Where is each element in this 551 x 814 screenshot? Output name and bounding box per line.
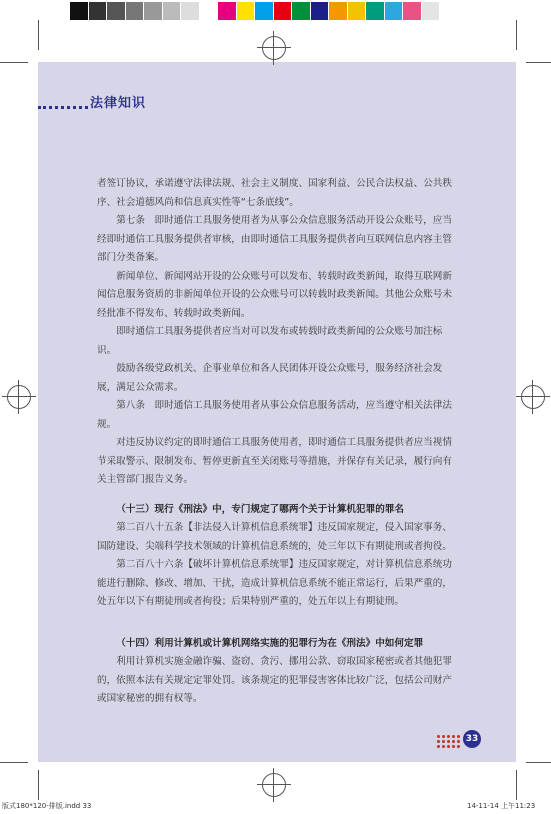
- color-swatch: [274, 2, 293, 20]
- color-swatch: [292, 2, 311, 20]
- paragraph: 利用计算机实施金融诈骗、盗窃、贪污、挪用公款、窃取国家秘密或者其他犯罪的，依照本法有关规定定罪处罚。该条规定的犯罪侵害客体比较广泛，包括公司财产或国家秘密的拥有权等。: [97, 656, 452, 704]
- paragraph: 者签订协议，承诺遵守法律法规、社会主义制度、国家利益、公民合法权益、公共秩序、社会道德风尚和信息真实性等“七条底线”。: [97, 178, 452, 208]
- registration-mark-right: [521, 385, 545, 409]
- color-swatch: [422, 2, 441, 20]
- crop-mark: [38, 20, 39, 50]
- crop-mark: [0, 762, 28, 763]
- page-number: 33: [463, 730, 481, 748]
- header-dot-rule: [38, 106, 88, 113]
- question-heading-13: （十三）现行《刑法》中，专门规定了哪两个关于计算机犯罪的罪名: [116, 503, 404, 515]
- color-swatch: [200, 2, 219, 20]
- color-swatch: [218, 2, 237, 20]
- color-swatch: [366, 2, 385, 20]
- crop-mark: [38, 770, 39, 800]
- paragraph: 第二百八十五条【非法侵入计算机信息系统罪】违反国家规定，侵入国家事务、国防建设、尖端科学技术领域的计算机信息系统的，处三年以下有期徒刑或者拘役。: [97, 522, 452, 552]
- print-color-bar: [70, 2, 440, 20]
- color-swatch: [144, 2, 163, 20]
- crop-mark: [516, 20, 517, 50]
- color-swatch: [311, 2, 330, 20]
- color-swatch: [89, 2, 108, 20]
- registration-mark-bottom: [262, 773, 286, 797]
- paragraph: 第七条 即时通信工具服务使用者为从事公众信息服务活动开设公众账号，应当经即时通信工具服务提供者审核，由即时通信工具服务提供者向互联网信息内容主管部门分类备案。: [97, 215, 452, 263]
- color-swatch: [403, 2, 422, 20]
- color-swatch: [163, 2, 182, 20]
- paragraph: 第二百八十六条【破坏计算机信息系统罪】违反国家规定，对计算机信息系统功能进行删除、修改、增加、干扰，造成计算机信息系统不能正常运行，后果严重的，处五年以下有期徒刑或者拘役；后果特别严重的，处五年以上有期徒刑。: [97, 559, 452, 607]
- paragraph: 对违反协议约定的即时通信工具服务使用者，即时通信工具服务提供者应当视情节采取警示、限制发布、暂停更新直至关闭账号等措施，并保存有关记录，履行向有关主管部门报告义务。: [97, 437, 452, 485]
- color-swatch: [255, 2, 274, 20]
- crop-mark: [526, 62, 551, 63]
- crop-mark: [0, 62, 28, 63]
- question-heading-14: （十四）利用计算机或计算机网络实施的犯罪行为在《刑法》中如何定罪: [116, 637, 424, 649]
- page-number-decoration: [436, 734, 462, 748]
- crop-mark: [526, 762, 551, 763]
- paragraph: 第八条 即时通信工具服务使用者从事公众信息服务活动，应当遵守相关法律法规。: [97, 400, 452, 430]
- section-title: 法律知识: [90, 96, 147, 111]
- color-swatch: [126, 2, 145, 20]
- color-swatch: [181, 2, 200, 20]
- paragraph: 新闻单位、新闻网站开设的公众账号可以发布、转载时政类新闻，取得互联网新闻信息服务资质的非新闻单位开设的公众账号可以转载时政类新闻。其他公众账号未经批准不得发布、转载时政类新闻。: [97, 270, 452, 319]
- color-swatch: [329, 2, 348, 20]
- color-swatch: [107, 2, 126, 20]
- color-swatch: [385, 2, 404, 20]
- print-slug-filename: 版式180*120-排版.indd 33: [2, 802, 92, 810]
- print-slug-timestamp: 14-11-14 上午11:23: [467, 802, 536, 810]
- paragraph: 鼓励各级党政机关、企事业单位和各人民团体开设公众账号，服务经济社会发展，满足公众需求。: [97, 363, 443, 393]
- color-swatch: [237, 2, 256, 20]
- paragraph: 即时通信工具服务提供者应当对可以发布或转载时政类新闻的公众账号加注标识。: [97, 326, 443, 356]
- registration-mark-top: [262, 36, 286, 60]
- color-swatch: [348, 2, 367, 20]
- color-swatch: [70, 2, 89, 20]
- registration-mark-left: [7, 385, 31, 409]
- article-body: [97, 175, 461, 709]
- crop-mark: [516, 770, 517, 800]
